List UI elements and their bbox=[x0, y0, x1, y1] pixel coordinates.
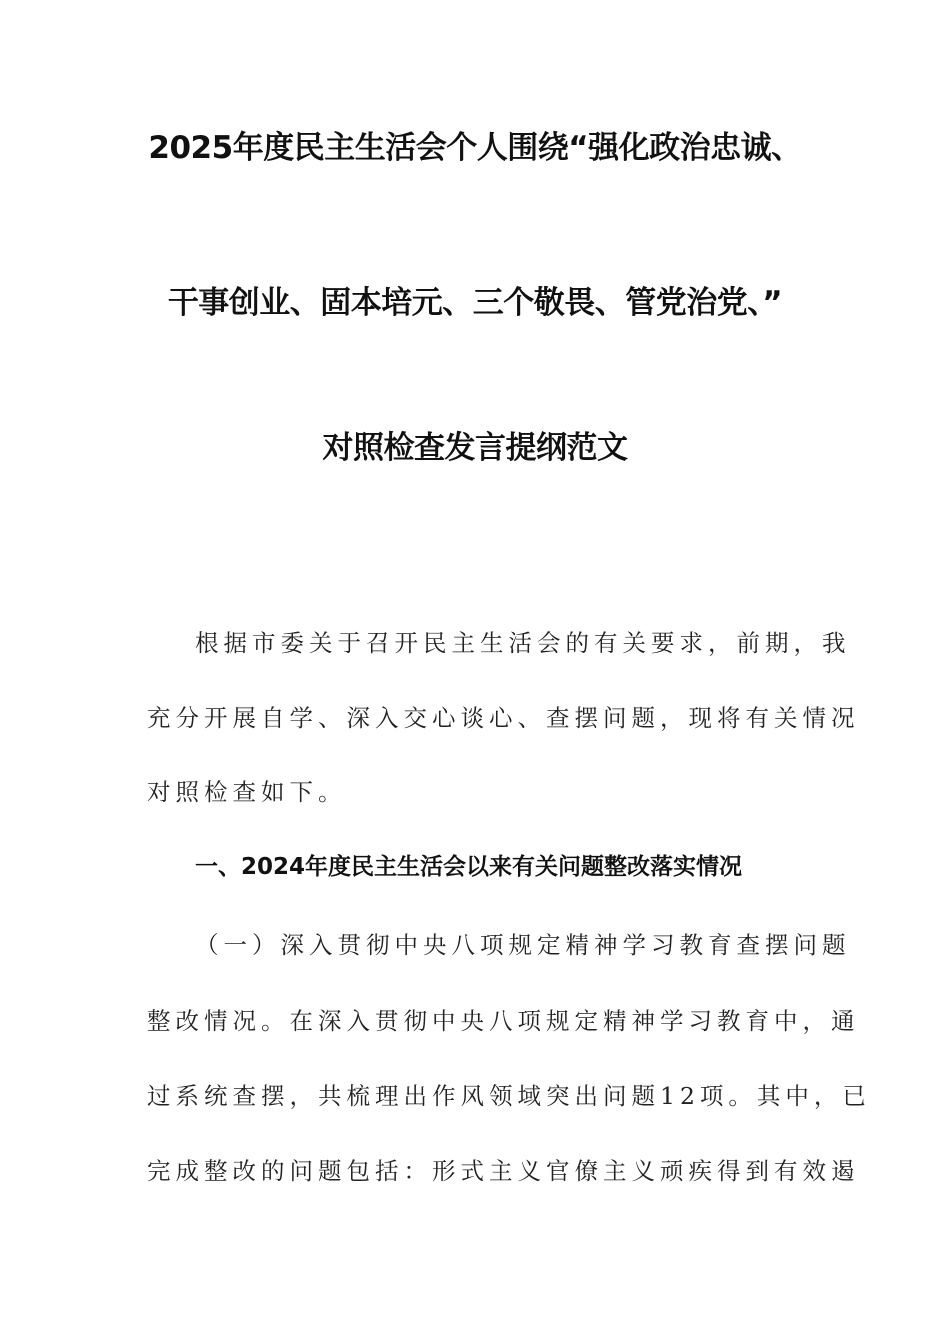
intro-paragraph-line-1: 根据市委关于召开民主生活会的有关要求，前期，我 bbox=[195, 629, 851, 657]
subsection-paragraph-line-2: 整改情况。在深入贯彻中央八项规定精神学习教育中，通 bbox=[147, 1007, 860, 1035]
intro-paragraph-line-3: 对照检查如下。 bbox=[147, 778, 347, 806]
document-title-line-2: 干事创业、固本培元、三个敬畏、管党治党、” bbox=[167, 285, 783, 321]
subsection-paragraph-line-4: 完成整改的问题包括：形式主义官僚主义顽疾得到有效遏 bbox=[147, 1157, 860, 1185]
document-title-line-3: 对照检查发言提纲范文 bbox=[322, 430, 628, 466]
section-heading: 一、2024年度民主生活会以来有关问题整改落实情况 bbox=[195, 854, 743, 880]
subsection-paragraph-line-3: 过系统查摆，共梳理出作风领域突出问题12项。其中，已 bbox=[147, 1082, 871, 1110]
subsection-paragraph-line-1: （一）深入贯彻中央八项规定精神学习教育查摆问题 bbox=[195, 931, 851, 959]
document-title-line-1: 2025年度民主生活会个人围绕“强化政治忠诚、 bbox=[148, 130, 802, 166]
intro-paragraph-line-2: 充分开展自学、深入交心谈心、查摆问题，现将有关情况 bbox=[147, 704, 860, 732]
